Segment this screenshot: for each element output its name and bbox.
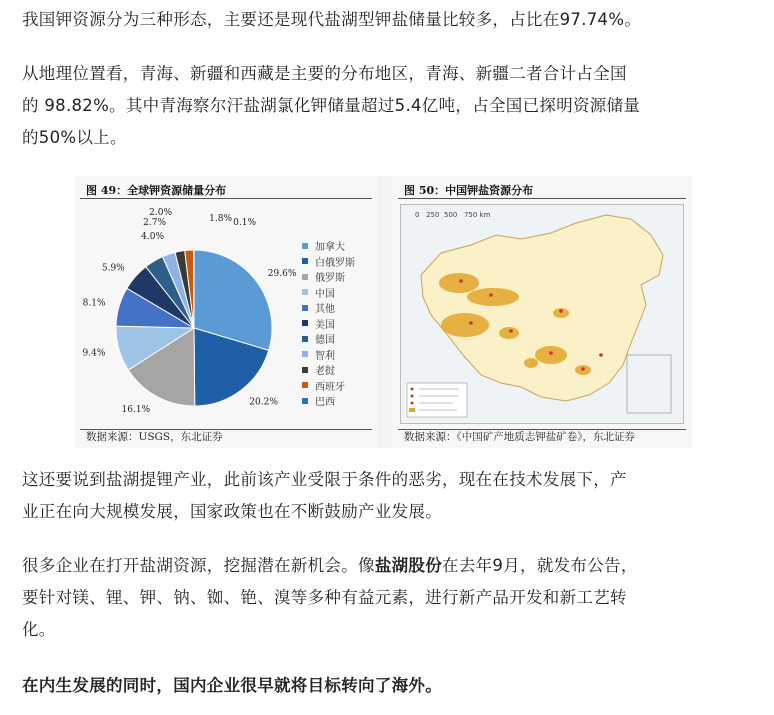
pie-source-note: 数据来源：USGS，东北证券 xyxy=(86,431,223,443)
legend-label: 其他 xyxy=(315,304,335,316)
deposit-region xyxy=(524,358,538,368)
deposit-region xyxy=(439,273,479,293)
map-figure-title: 图 50：中国钾盐资源分布 xyxy=(404,184,534,197)
paragraph-enterprises xyxy=(22,550,752,646)
pie-data-label: 4.0% xyxy=(141,232,164,242)
legend-item xyxy=(302,238,355,254)
text-line: 在去年9月，就发布公告， xyxy=(442,556,638,575)
legend-item xyxy=(302,331,355,347)
legend-item xyxy=(302,285,355,301)
text-line: 很多企业在打开盐湖资源，挖掘潜在新机会。像 xyxy=(22,556,375,575)
deposit-region xyxy=(499,327,519,339)
text-line: 的 98.82%。其中青海察尔汗盐湖氯化钾储量超过5.4亿吨，占全国已探明资源储量 xyxy=(22,96,641,115)
pie-legend xyxy=(302,238,355,409)
pie-data-label: 16.1% xyxy=(121,404,151,415)
legend-item xyxy=(302,300,355,316)
figures-row xyxy=(74,176,692,448)
map-legend-swatch xyxy=(409,408,415,412)
legend-label: 加拿大 xyxy=(315,242,345,254)
pie-figure-title: 图 49：全球钾资源储量分布 xyxy=(86,184,227,197)
pie-data-label: 5.9% xyxy=(101,263,125,274)
legend-item xyxy=(302,393,355,409)
text-line: 我国钾资源分为三种形态，主要还是现代盐湖型钾盐储量比较多，占比在97.74%。 xyxy=(22,10,642,29)
legend-item xyxy=(302,254,355,270)
legend-label: 老挝 xyxy=(315,366,335,378)
legend-swatch xyxy=(302,382,308,388)
map-source-note: 数据来源：《中国矿产地质志钾盐矿卷》，东北证券 xyxy=(404,431,635,443)
divider xyxy=(80,198,372,199)
pie-data-label: 2.0% xyxy=(149,208,172,218)
legend-swatch xyxy=(302,243,308,249)
legend-item xyxy=(302,269,355,285)
legend-label: 巴西 xyxy=(315,397,335,409)
company-link-yanhu[interactable]: 盐湖股份 xyxy=(374,556,443,575)
legend-swatch xyxy=(302,320,308,326)
legend-item xyxy=(302,362,355,378)
paragraph-potassium-forms xyxy=(22,4,752,36)
pie-data-label: 20.2% xyxy=(249,397,278,408)
pie-data-label: 2.7% xyxy=(143,218,166,228)
deposit-region xyxy=(535,346,567,364)
legend-swatch xyxy=(302,289,308,295)
legend-swatch xyxy=(302,274,308,280)
map-graphic xyxy=(401,205,683,423)
legend-label: 中国 xyxy=(315,288,335,300)
text-line: 的50%以上。 xyxy=(22,128,127,147)
legend-label: 俄罗斯 xyxy=(315,273,345,285)
legend-label: 智利 xyxy=(315,350,335,362)
text-line: 从地理位置看，青海、新疆和西藏是主要的分布地区，青海、新疆二者合计占全国 xyxy=(22,64,627,83)
paragraph-geography xyxy=(22,58,752,154)
text-line: 这还要说到盐湖提锂产业，此前该产业受限于条件的恶劣，现在在技术发展下，产 xyxy=(22,470,627,489)
figure-china-map xyxy=(392,176,692,448)
legend-label: 德国 xyxy=(315,335,335,347)
deposit-region xyxy=(467,288,519,306)
legend-swatch xyxy=(302,336,308,342)
map-legend-markers xyxy=(411,388,414,405)
china-potash-map xyxy=(400,204,684,424)
paragraph-overseas xyxy=(22,670,752,702)
legend-swatch xyxy=(302,258,308,264)
figure-pie-chart xyxy=(74,176,378,448)
legend-swatch xyxy=(302,398,308,404)
text-line: 在内生发展的同时，国内企业很早就将目标转向了海外。 xyxy=(22,676,442,695)
text-line: 化。 xyxy=(22,620,56,639)
legend-swatch xyxy=(302,367,308,373)
paragraph-lithium-industry xyxy=(22,464,752,528)
legend-label: 西班牙 xyxy=(315,381,345,393)
divider xyxy=(398,198,686,199)
legend-item xyxy=(302,347,355,363)
text-line: 要针对镁、锂、钾、钠、铷、铯、溴等多种有益元素，进行新产品开发和新工艺转 xyxy=(22,588,627,607)
legend-swatch xyxy=(302,351,308,357)
pie-data-label: 1.8% xyxy=(209,214,232,224)
text-line: 业正在向大规模发展，国家政策也在不断鼓励产业发展。 xyxy=(22,502,442,521)
pie-data-label: 9.4% xyxy=(82,348,106,359)
legend-label: 美国 xyxy=(315,319,335,331)
legend-item xyxy=(302,316,355,332)
pie-data-label: 8.1% xyxy=(82,298,106,309)
deposit-region xyxy=(441,313,489,337)
legend-item xyxy=(302,378,355,394)
pie-data-label: 29.6% xyxy=(267,269,297,280)
map-legend-box xyxy=(407,383,467,417)
legend-label: 白俄罗斯 xyxy=(315,257,355,269)
legend-swatch xyxy=(302,305,308,311)
pie-data-label: 0.1% xyxy=(233,218,256,228)
map-scale-bar: 0 250 500 750 km xyxy=(415,211,491,219)
